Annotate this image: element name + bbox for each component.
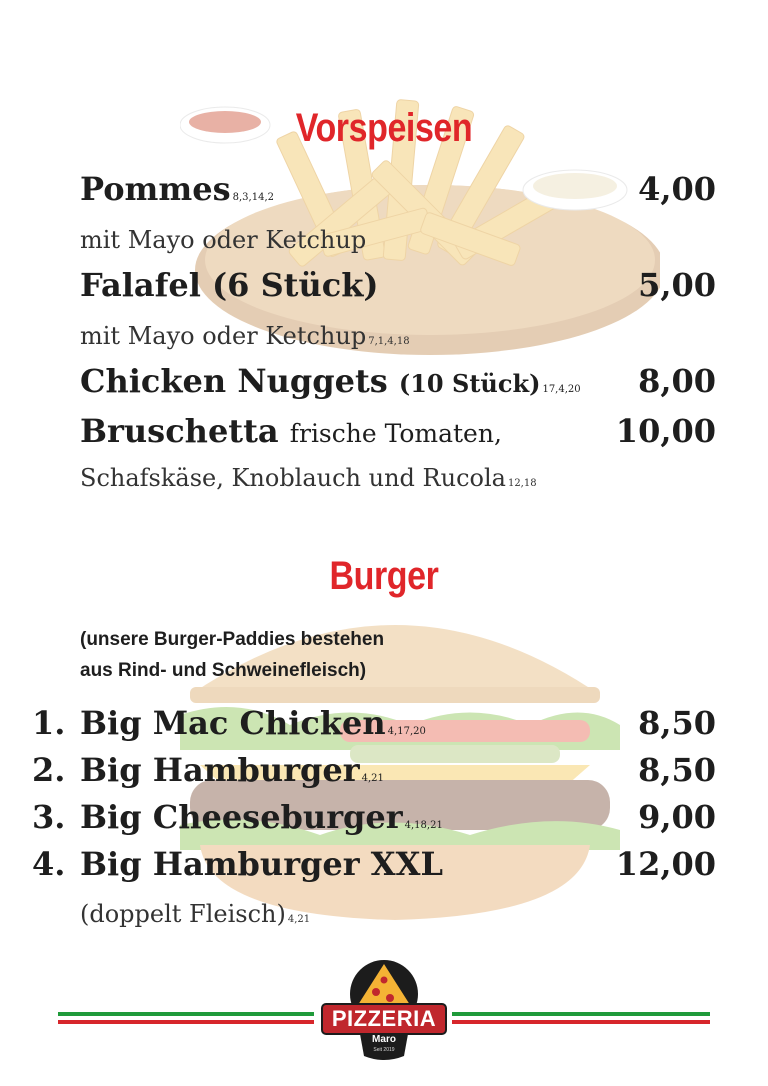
description-text: mit Mayo oder Ketchup [80, 322, 367, 350]
menu-item-big-mac-chicken [80, 704, 426, 742]
price: 4,00 [638, 170, 716, 208]
price: 5,00 [638, 266, 716, 304]
item-name: Big Mac Chicken [80, 704, 386, 742]
price: 10,00 [615, 412, 716, 450]
item-name: Big Hamburger XXL [80, 845, 443, 883]
italian-stripes-right [452, 1012, 710, 1024]
menu-item-bruschetta [80, 412, 502, 450]
item-name: Bruschetta [80, 412, 279, 450]
item-name: Falafel (6 Stück) [80, 266, 379, 304]
logo-text: PIZZERIA [331, 1006, 437, 1031]
description-text: (doppelt Fleisch) [80, 900, 286, 928]
menu-item-pommes [80, 170, 274, 208]
allergen-codes: 4,18,21 [404, 820, 443, 831]
allergen-codes: 17,4,20 [542, 384, 581, 395]
section-title-vorspeisen: Vorspeisen [295, 106, 473, 150]
allergen-codes: 4,17,20 [387, 726, 426, 737]
item-description [80, 900, 310, 928]
menu-item-big-hamburger-xxl [80, 845, 443, 883]
logo-tagline: Seit 2019 [373, 1047, 395, 1053]
item-description [80, 322, 410, 350]
allergen-codes: 12,18 [507, 478, 537, 489]
description-text: Schafskäse, Knoblauch und Rucola [80, 464, 506, 492]
note-line: (unsere Burger-Paddies bestehen [80, 629, 385, 650]
pizzeria-logo [316, 956, 452, 1066]
allergen-codes: 7,1,4,18 [368, 336, 410, 347]
item-description [80, 464, 537, 492]
note-line: aus Rind- und Schweinefleisch) [80, 660, 367, 681]
item-number: 2. [32, 751, 66, 789]
item-name: Chicken Nuggets [80, 362, 388, 400]
logo-subtext: Maro [372, 1034, 396, 1045]
price: 8,50 [638, 751, 716, 789]
price: 8,00 [638, 362, 716, 400]
allergen-codes: 4,21 [287, 914, 311, 925]
item-description-inline: frische Tomaten, [289, 419, 502, 448]
menu-item-chicken-nuggets [80, 362, 581, 400]
menu-item-big-hamburger [80, 751, 384, 789]
italian-stripes-left [58, 1012, 314, 1024]
price: 8,50 [638, 704, 716, 742]
price: 9,00 [638, 798, 716, 836]
item-name: Big Cheeseburger [80, 798, 403, 836]
item-number: 1. [32, 704, 66, 742]
menu-item-falafel [80, 266, 379, 304]
item-description: mit Mayo oder Ketchup [80, 226, 367, 254]
section-title-burger: Burger [329, 554, 439, 598]
item-name: Pommes [80, 170, 231, 208]
item-portion: (10 Stück) [398, 369, 541, 398]
item-number: 4. [32, 845, 66, 883]
allergen-codes: 8,3,14,2 [232, 192, 274, 203]
menu-item-big-cheeseburger [80, 798, 443, 836]
burger-note [80, 624, 384, 686]
item-name: Big Hamburger [80, 751, 360, 789]
allergen-codes: 4,21 [361, 773, 384, 784]
item-number: 3. [32, 798, 66, 836]
price: 12,00 [615, 845, 716, 883]
